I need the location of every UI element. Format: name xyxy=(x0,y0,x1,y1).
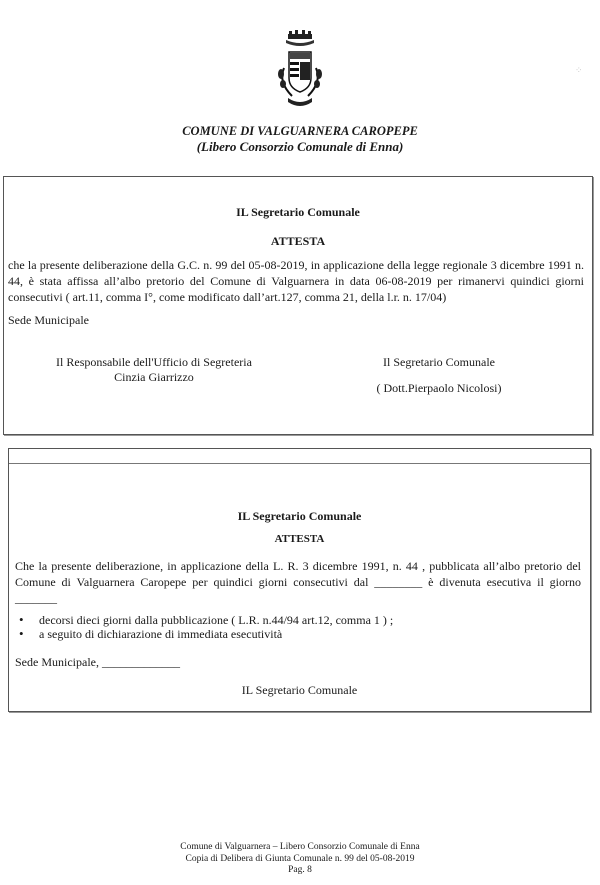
scan-artifact: ⁘ xyxy=(575,65,583,75)
coat-of-arms-icon xyxy=(270,30,330,120)
divider xyxy=(9,463,590,464)
list-item: • decorsi dieci giorni dalla pubblicazione ( L.R. n.44/94 art.12, comma 1 ) ; xyxy=(9,613,579,627)
footer-line-1: Comune di Valguarnera – Libero Consorzio Comunale di Enna xyxy=(180,842,420,852)
certificate-title: IL Segretario Comunale xyxy=(236,205,360,219)
executivity-certificate xyxy=(8,448,591,712)
signatory-role: IL Segretario Comunale xyxy=(241,683,358,697)
certificate-title: IL Segretario Comunale xyxy=(237,509,362,523)
left-signatory-name: Cinzia Giarrizzo xyxy=(114,370,194,384)
page-number: Pag. 8 xyxy=(288,865,312,875)
conditions-list xyxy=(9,613,579,641)
left-signatory-role: Il Responsabile dell'Ufficio di Segreteria xyxy=(56,355,252,369)
page-footer xyxy=(0,842,600,877)
footer-line-2: Copia di Delibera di Giunta Comunale n. 99 del 05-08-2019 xyxy=(185,853,415,864)
list-item: • a seguito di dichiarazione di immediata esecutività xyxy=(9,627,579,641)
right-signatory-role: Il Segretario Comunale xyxy=(383,355,495,369)
consorzio-name: (Libero Consorzio Comunale di Enna) xyxy=(196,139,404,154)
certificate-body: Che la presente deliberazione, in applicazione della L. R. 3 dicembre 1991, n. 44 , pubblicata all’albo pretorio del Comune di Valguarnera Caropepe per quindici giorni consecutivi dal ________ è divenuta esecutiva il giorno _______ xyxy=(15,559,581,605)
right-signatory-name: ( Dott.Pierpaolo Nicolosi) xyxy=(376,381,502,395)
comune-name: COMUNE DI VALGUARNERA CAROPEPE xyxy=(182,124,418,138)
sede-municipale: Sede Municipale, _____________ xyxy=(15,655,180,669)
publication-certificate xyxy=(3,176,593,435)
document-header xyxy=(0,30,600,155)
certificate-body: che la presente deliberazione della G.C. n. 99 del 05-08-2019, in applicazione della legge regionale 3 dicembre 1991 n. 44, è stata affissa all’albo pretorio del Comune di Valguarnera in data 06-08-2019 per rimanervi quindici giorni consecutivi ( art.11, comma I°, come modificato dall’art.127, comma 21, della l.r. n. 17/04) xyxy=(8,258,584,304)
attesta-heading: ATTESTA xyxy=(270,234,326,248)
sede-municipale: Sede Municipale xyxy=(8,313,89,327)
attesta-heading: ATTESTA xyxy=(274,533,325,545)
